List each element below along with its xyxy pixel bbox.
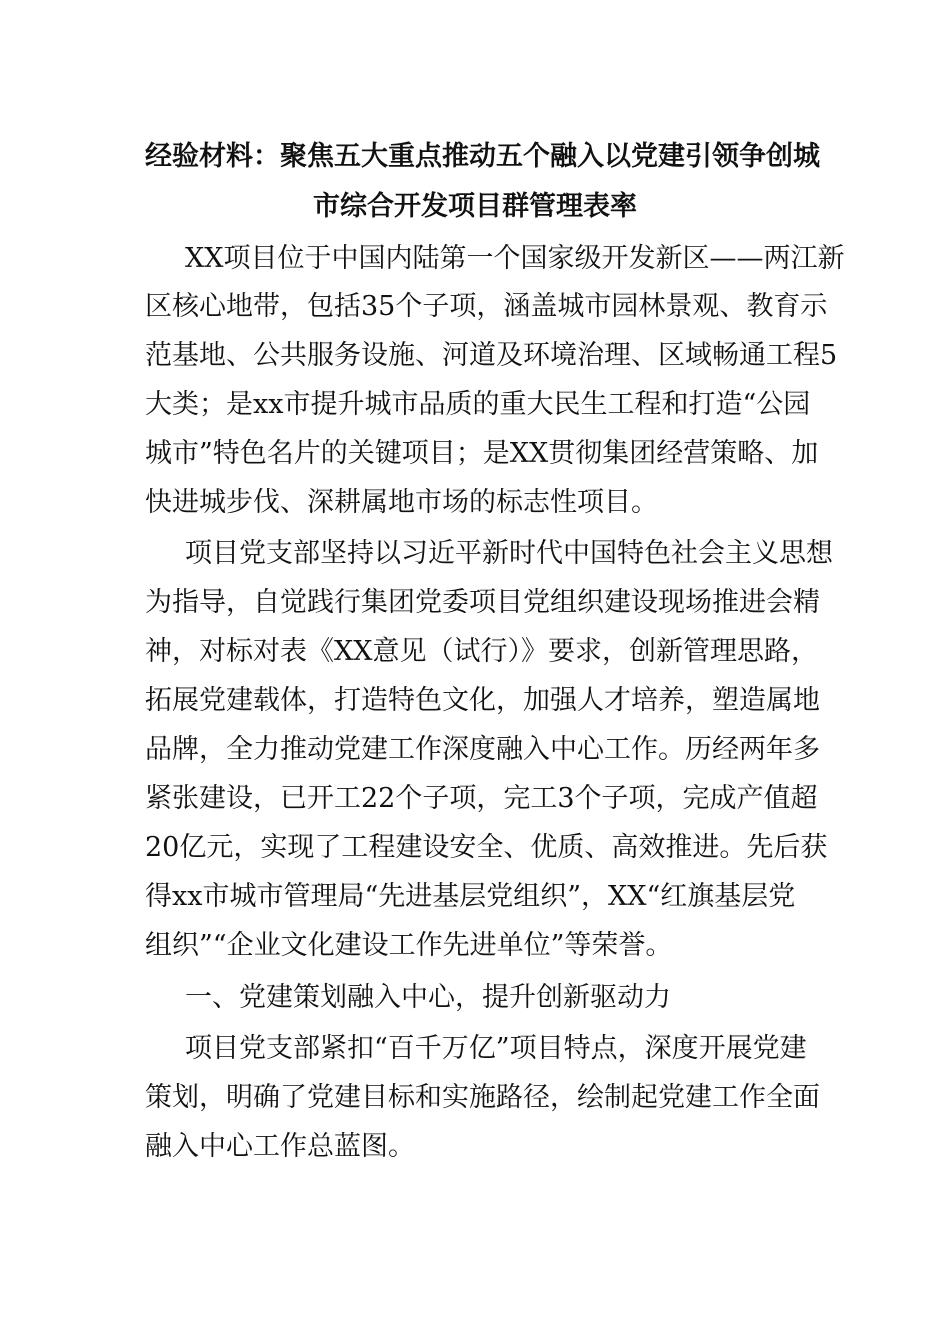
- paragraph-2-line-7: 20亿元，实现了工程建设安全、优质、高效推进。先后获: [145, 832, 828, 863]
- paragraph-2-line-9: 组织”“企业文化建设工作先进单位”等荣誉。: [145, 930, 673, 961]
- paragraph-3-line-2: 策划，明确了党建目标和实施路径，绘制起党建工作全面: [145, 1082, 820, 1113]
- paragraph-2-line-8: 得xx市城市管理局“先进基层党组织”，XX“红旗基层党: [145, 881, 796, 912]
- paragraph-1-line-2: 区核心地带，包括35个子项，涵盖城市园林景观、教育示: [145, 291, 828, 322]
- paragraph-2-line-5: 品牌，全力推动党建工作深度融入中心工作。历经两年多: [145, 734, 820, 765]
- paragraph-2-line-4: 拓展党建载体，打造特色文化，加强人才培养，塑造属地: [145, 685, 820, 716]
- paragraph-3-line-1: 项目党支部紧扣“百千万亿”项目特点，深度开展党建: [185, 1033, 807, 1064]
- document-title-line-2: 市综合开发项目群管理表率: [313, 191, 637, 222]
- paragraph-1-line-6: 快进城步伐、深耕属地市场的标志性项目。: [145, 487, 658, 518]
- paragraph-1-line-3: 范基地、公共服务设施、河道及环境治理、区域畅通工程5: [145, 340, 838, 371]
- paragraph-3-line-3: 融入中心工作总蓝图。: [145, 1131, 415, 1162]
- paragraph-2-line-2: 为指导，自觉践行集团党委项目党组织建设现场推进会精: [145, 587, 820, 618]
- paragraph-2-line-3: 神，对标对表《XX意见（试行）》要求，创新管理思路，: [145, 636, 818, 667]
- paragraph-1-line-4: 大类；是xx市提升城市品质的重大民生工程和打造“公园: [145, 389, 811, 420]
- document-title-line-1: 经验材料：聚焦五大重点推动五个融入以党建引领争创城: [145, 141, 820, 172]
- paragraph-2-line-6: 紧张建设，已开工22个子项，完工3个子项，完成产值超: [145, 783, 818, 814]
- paragraph-1-line-1: XX项目位于中国内陆第一个国家级开发新区——两江新: [185, 243, 845, 274]
- paragraph-2-line-1: 项目党支部坚持以习近平新时代中国特色社会主义思想: [185, 538, 833, 569]
- paragraph-1-line-5: 城市”特色名片的关键项目；是XX贯彻集团经营策略、加: [145, 438, 819, 469]
- section-heading-1: 一、党建策划融入中心，提升创新驱动力: [185, 982, 671, 1013]
